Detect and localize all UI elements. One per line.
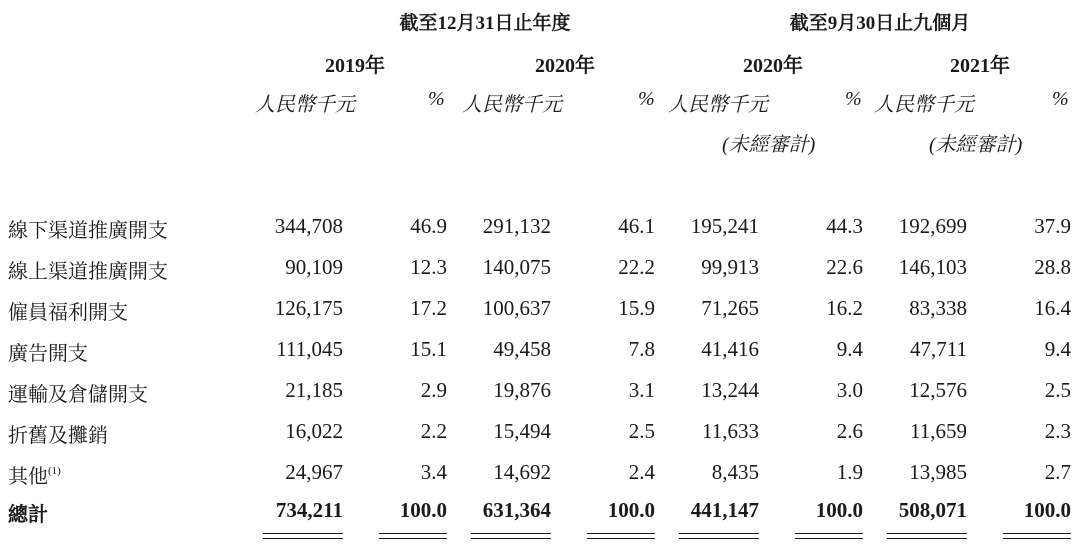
percent-value: 37.9	[1034, 214, 1071, 238]
table-cell	[327, 378, 447, 403]
row-label	[8, 419, 108, 448]
amount-value: 14,692	[493, 460, 551, 484]
table-cell	[431, 419, 551, 444]
double-rule-line	[587, 538, 655, 539]
table-cell	[847, 214, 967, 239]
table-cell	[951, 337, 1071, 362]
percent-value: 16.2	[826, 296, 863, 320]
table-cell	[847, 296, 967, 321]
double-rule-line	[887, 538, 967, 539]
amount-value: 41,416	[701, 337, 759, 361]
table-cell	[639, 296, 759, 321]
table-cell	[535, 378, 655, 403]
percent-value: 2.9	[420, 378, 447, 402]
double-rule-line	[1003, 533, 1071, 534]
table-cell	[639, 460, 759, 485]
table-cell	[223, 378, 343, 403]
double-rule-line	[679, 538, 759, 539]
percent-value: 3.4	[420, 460, 447, 484]
amount-value: 71,265	[701, 296, 759, 320]
percent-value: 2.5	[1044, 378, 1071, 402]
amount-value: 192,699	[898, 214, 967, 238]
table-cell	[743, 419, 863, 444]
header-group-year: 截至12月31日止年度	[399, 13, 571, 34]
amount-value: 12,576	[909, 378, 967, 402]
percent-value: 15.9	[618, 296, 655, 320]
row-label-text: 廣告開支	[8, 343, 88, 365]
percent-value: 2.7	[1044, 460, 1071, 484]
table-cell	[951, 460, 1071, 485]
table-cell	[535, 214, 655, 239]
amount-value: 24,967	[285, 460, 343, 484]
amount-value: 344,708	[274, 214, 343, 238]
amount-value: 126,175	[274, 296, 343, 320]
table-cell	[743, 337, 863, 362]
percent-value: 2.5	[628, 419, 655, 443]
amount-value: 146,103	[898, 255, 967, 279]
percent-value: 3.0	[836, 378, 863, 402]
amount-value: 111,045	[276, 337, 343, 361]
double-rule-line	[471, 538, 551, 539]
table-cell	[431, 214, 551, 239]
amount-value: 441,147	[690, 498, 759, 522]
table-cell	[223, 214, 343, 239]
percent-value: 28.8	[1034, 255, 1071, 279]
percent-value: 9.4	[1044, 337, 1071, 361]
table-cell	[639, 337, 759, 362]
double-rule-line	[379, 533, 447, 534]
amount-value: 99,913	[701, 255, 759, 279]
table-cell	[639, 255, 759, 280]
table-cell	[327, 337, 447, 362]
double-rule-line	[471, 533, 551, 534]
percent-value: 16.4	[1034, 296, 1071, 320]
amount-value: 47,711	[910, 337, 967, 361]
table-cell	[951, 419, 1071, 444]
amount-value: 16,022	[285, 419, 343, 443]
table-cell	[223, 296, 343, 321]
table-cell	[327, 419, 447, 444]
total-cell	[847, 498, 967, 523]
double-rule-line	[795, 533, 863, 534]
unit-col-2: 人民幣千元	[462, 94, 562, 116]
table-cell	[535, 255, 655, 280]
table-cell	[431, 255, 551, 280]
amount-value: 90,109	[285, 255, 343, 279]
amount-value: 13,985	[909, 460, 967, 484]
table-cell	[431, 460, 551, 485]
percent-value: 22.6	[826, 255, 863, 279]
percent-value: 15.1	[410, 337, 447, 361]
double-rule-line	[887, 533, 967, 534]
amount-value: 11,659	[910, 419, 967, 443]
amount-value: 508,071	[898, 498, 967, 522]
table-cell	[847, 255, 967, 280]
percent-value: 3.1	[628, 378, 655, 402]
row-label	[8, 296, 128, 325]
amount-value: 15,494	[493, 419, 551, 443]
table-cell	[327, 255, 447, 280]
amount-value: 13,244	[701, 378, 759, 402]
amount-value: 631,364	[482, 498, 551, 522]
percent-value: 2.2	[420, 419, 447, 443]
unaudited-col-4: (未經審計)	[929, 134, 1023, 156]
amount-value: 11,633	[702, 419, 759, 443]
row-label	[8, 337, 88, 366]
amount-value: 21,185	[285, 378, 343, 402]
row-label	[8, 378, 148, 407]
table-cell	[223, 337, 343, 362]
pct-col-1: %	[428, 88, 445, 110]
row-label	[8, 255, 168, 284]
table-cell	[951, 214, 1071, 239]
header-group-nine-months: 截至9月30日止九個月	[789, 13, 971, 34]
table-cell	[431, 337, 551, 362]
amount-value: 83,338	[909, 296, 967, 320]
row-label-text: 運輸及倉儲開支	[8, 384, 148, 406]
total-cell	[743, 498, 863, 523]
percent-value: 2.4	[628, 460, 655, 484]
row-label-text: 線上渠道推廣開支	[8, 261, 168, 283]
percent-value: 100.0	[399, 498, 447, 522]
total-cell	[431, 498, 551, 523]
total-label	[8, 498, 48, 527]
percent-value: 100.0	[815, 498, 863, 522]
amount-value: 8,435	[711, 460, 759, 484]
table-cell	[743, 378, 863, 403]
double-rule-line	[263, 533, 343, 534]
total-cell	[639, 498, 759, 523]
table-cell	[639, 214, 759, 239]
table-cell	[743, 296, 863, 321]
table-cell	[951, 378, 1071, 403]
percent-value: 46.1	[618, 214, 655, 238]
table-cell	[847, 460, 967, 485]
table-cell	[847, 378, 967, 403]
percent-value: 2.6	[836, 419, 863, 443]
pct-col-2: %	[638, 88, 655, 110]
table-cell	[743, 460, 863, 485]
double-rule-line	[1003, 538, 1071, 539]
year-2020-b: 2020年	[743, 55, 803, 77]
table-cell	[535, 419, 655, 444]
percent-value: 1.9	[836, 460, 863, 484]
unaudited-col-3: (未經審計)	[722, 134, 816, 156]
table-cell	[847, 337, 967, 362]
amount-value: 195,241	[690, 214, 759, 238]
footnote-marker: (1)	[48, 465, 61, 477]
percent-value: 44.3	[826, 214, 863, 238]
table-cell	[951, 296, 1071, 321]
table-cell	[223, 255, 343, 280]
total-cell	[327, 498, 447, 523]
table-cell	[535, 460, 655, 485]
percent-value: 9.4	[836, 337, 863, 361]
row-label	[8, 214, 168, 243]
year-2021: 2021年	[950, 55, 1010, 77]
pct-col-3: %	[845, 88, 862, 110]
amount-value: 140,075	[482, 255, 551, 279]
table-cell	[327, 460, 447, 485]
amount-value: 734,211	[275, 498, 343, 522]
unit-col-4: 人民幣千元	[874, 94, 974, 116]
amount-value: 291,132	[482, 214, 551, 238]
percent-value: 7.8	[628, 337, 655, 361]
total-cell	[223, 498, 343, 523]
table-cell	[847, 419, 967, 444]
double-rule-line	[587, 533, 655, 534]
double-rule-line	[263, 538, 343, 539]
total-cell	[951, 498, 1071, 523]
table-cell	[431, 296, 551, 321]
percent-value: 17.2	[410, 296, 447, 320]
amount-value: 49,458	[493, 337, 551, 361]
row-label-text: 線下渠道推廣開支	[8, 220, 168, 242]
percent-value: 22.2	[618, 255, 655, 279]
row-label	[8, 460, 61, 489]
percent-value: 2.3	[1044, 419, 1071, 443]
table-cell	[743, 255, 863, 280]
table-cell	[639, 378, 759, 403]
percent-value: 100.0	[607, 498, 655, 522]
table-cell	[535, 337, 655, 362]
percent-value: 12.3	[410, 255, 447, 279]
table-cell	[431, 378, 551, 403]
table-cell	[327, 214, 447, 239]
amount-value: 100,637	[482, 296, 551, 320]
pct-col-4: %	[1052, 88, 1069, 110]
row-label-text: 其他	[8, 466, 48, 488]
row-label-text: 總計	[8, 504, 48, 526]
unit-col-3: 人民幣千元	[668, 94, 768, 116]
row-label-text: 僱員福利開支	[8, 302, 128, 324]
amount-value: 19,876	[493, 378, 551, 402]
table-cell	[743, 214, 863, 239]
table-cell	[223, 419, 343, 444]
year-2020-a: 2020年	[535, 55, 595, 77]
double-rule-line	[379, 538, 447, 539]
total-cell	[535, 498, 655, 523]
table-cell	[639, 419, 759, 444]
year-2019: 2019年	[325, 55, 385, 77]
table-cell	[223, 460, 343, 485]
percent-value: 46.9	[410, 214, 447, 238]
table-cell	[951, 255, 1071, 280]
unit-col-1: 人民幣千元	[255, 94, 355, 116]
table-cell	[535, 296, 655, 321]
table-cell	[327, 296, 447, 321]
row-label-text: 折舊及攤銷	[8, 425, 108, 447]
percent-value: 100.0	[1023, 498, 1071, 522]
double-rule-line	[679, 533, 759, 534]
double-rule-line	[795, 538, 863, 539]
